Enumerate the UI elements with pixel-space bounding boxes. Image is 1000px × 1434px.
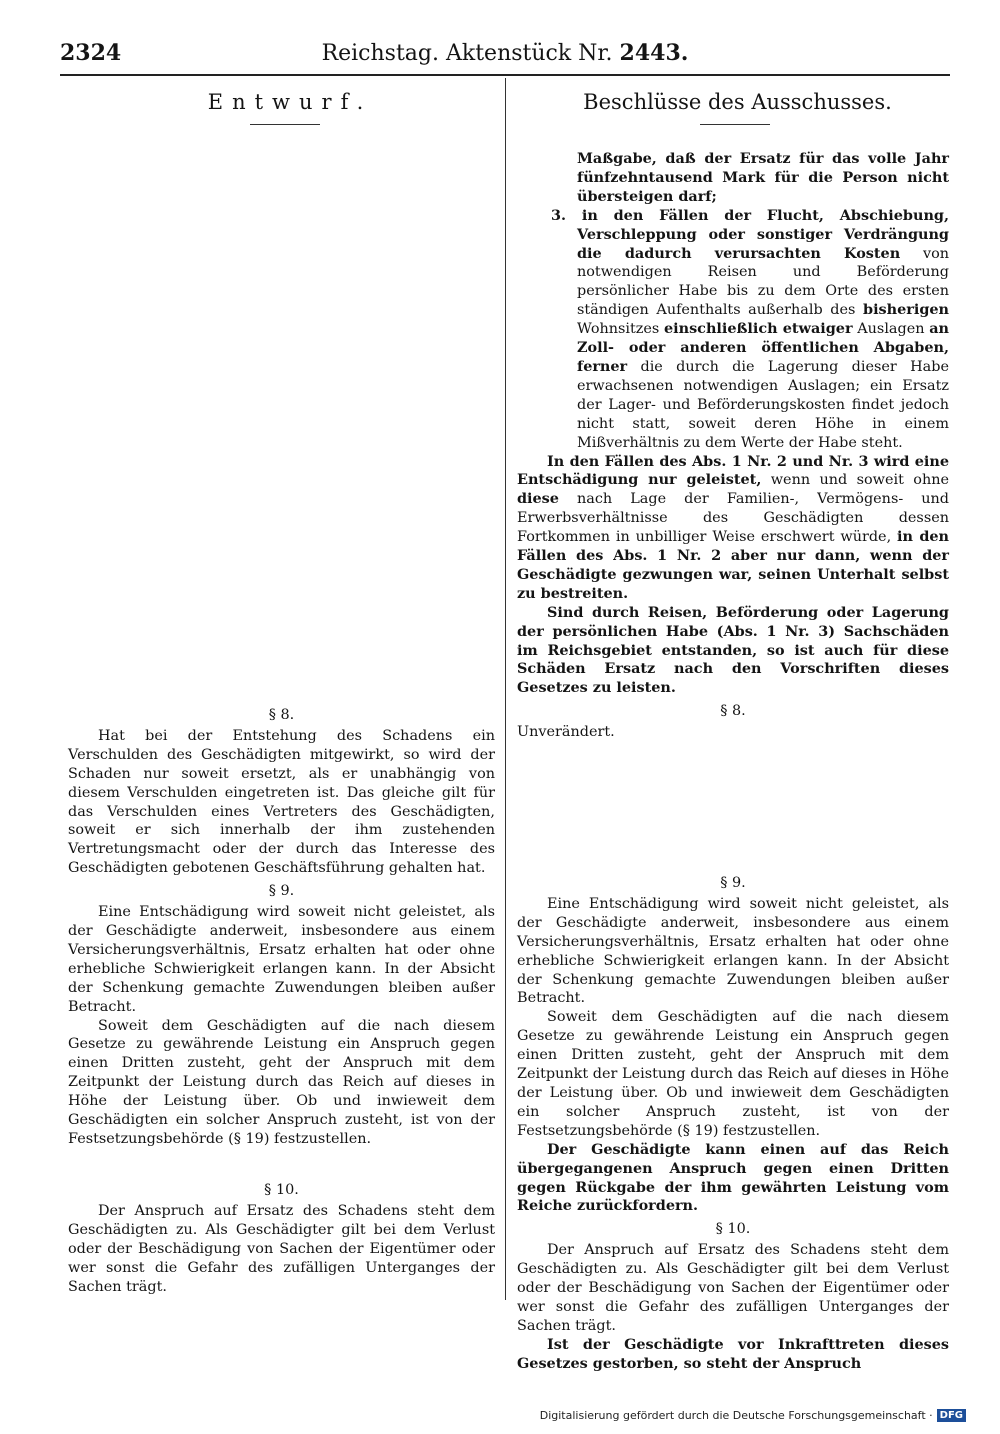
right-section-9-heading: § 9. [720,875,746,891]
item-3-text-1: von notwendigen Reisen und Beförderung persönlicher Habe bis zu dem Orte des ersten ständigen Aufenthalts außerhalb des [577,245,949,319]
left-section-10-para-1: Der Anspruch auf Ersatz des Schadens steht dem Geschädigten zu. Als Geschädigter gilt bei dem Verlust oder der Beschädigung von Sachen der Eigentümer oder wer sonst die Gefahr des zufälligen Unterganges der Sachen trägt. [68,1202,495,1295]
right-section-9-para-3: Der Geschädigte kann einen auf das Reich übergegangenen Anspruch gegen einen Dritten gegen Rückgabe der ihm gewährten Leistung vom Reiche zurückfordern. [517,1140,949,1215]
right-section-9-para-1: Eine Entschädigung wird soweit nicht geleistet, als der Geschädigte anderweit, insbesondere aus einem Versicherungsverhältnis, Ersatz erhalten hat oder ohne erhebliche Schwierigkeit erlangen kann. In der Absicht der Schenkung gemachte Zuwendungen bleiben außer Betracht. [517,895,949,1007]
left-section-10-heading: § 10. [264,1182,299,1198]
item-3-text-2: Wohnsitzes [577,321,664,338]
abs-2-text-2: nach Lage der Familien-, Vermögens- und Erwerbsverhältnisse des Geschädigten dessen Fortkommen in unbilliger Weise erschwert würde, [517,491,949,546]
item-3-text-4: die durch die Lagerung dieser Habe erwachsenen notwendigen Auslagen; ein Ersatz der Lager- und Beförderungskosten findet jedoch nicht statt, soweit deren Höhe in einem Mißverhältnis zu dem Werte der Habe steht. [577,358,949,451]
left-heading-rule [250,124,320,125]
left-section-8-text: Hat bei der Entstehung des Schadens ein Verschulden des Geschädigten mitgewirkt, so wird der Schaden nur soweit ersetzt, als er unabhängig von diesem Verschulden eingetreten ist. Das gleiche gilt für das Verschulden eines Vertreters des Geschädigten, soweit er sich innerhalb der ihm zustehenden Vertretungsmacht oder der durch das Interesse des Geschädigten gebotenen Geschäftsführung gehalten hat. [68,727,495,877]
right-section-10-para-2: Ist der Geschädigte vor Inkrafttreten dieses Gesetzes gestorben, so steht der Anspruch [517,1335,949,1372]
left-section-8-heading: § 8. [268,707,295,723]
left-column-section-10 [68,1177,495,1296]
document-number: 2443. [619,40,689,66]
column-divider [505,78,506,1300]
running-title-text: Reichstag. Aktenstück Nr. [321,41,620,66]
right-section-8-heading: § 8. [720,703,746,720]
item-3-bold-4: an Zoll- oder anderen öffentlichen Abgaben, ferner [577,320,950,375]
left-column-heading: Entwurf. [207,90,373,114]
header-rule [60,74,950,76]
page-number: 2324 [60,40,122,66]
abs-2-bold-2: diese [517,490,559,508]
right-section-10-heading: § 10. [715,1221,751,1238]
footer-text: Digitalisierung gefördert durch die Deutsche Forschungsgemeinschaft · [539,1409,933,1422]
item-3-bold-2: bisherigen [863,301,949,319]
right-section-9-para-2: Soweit dem Geschädigten auf die nach diesem Gesetze zu gewährende Leistung ein Anspruch gegen einen Dritten zusteht, geht der Anspruch mit dem Zeitpunkt der Leistung durch das Reich auf dieses in Höhe der Leistung über. Ob und inwieweit dem Geschädigten ein solcher Anspruch zusteht, ist von der Festsetzungsbehörde (§ 19) festzustellen. [517,1009,949,1139]
item-3-bold: 3. in den Fällen der Flucht, Abschiebung, Verschleppung oder sonstiger Verdrängung die dadurch verursachten Kosten [551,206,949,262]
paragraph-abs-3: Sind durch Reisen, Beförderung oder Lagerung der persönlichen Habe (Abs. 1 Nr. 3) Sachschäden im Reichsgebiet entstanden, so ist auch für diese Schäden Ersatz nach den Vorschriften dieses Gesetzes zu leisten. [517,603,949,697]
page-header [60,40,950,72]
right-column-top [517,150,949,742]
right-column-section-9 [517,870,949,1374]
abs-2-text-1: wenn und soweit ohne [761,472,949,489]
continued-clause: Maßgabe, daß der Ersatz für das volle Jahr fünfzehntausend Mark für die Person nicht übersteigen darf; [577,150,949,205]
left-column-section-8 [68,702,495,1149]
running-title [60,40,950,66]
item-3-bold-3: einschließlich etwaiger [664,320,853,338]
right-section-10-para-1: Der Anspruch auf Ersatz des Schadens steht dem Geschädigten zu. Als Geschädigter gilt bei dem Verlust oder der Beschädigung von Sachen der Eigentümer oder wer sonst die Gefahr des zufälligen Unterganges der Sachen trägt. [517,1242,949,1334]
item-3-text-3: Auslagen [852,321,930,338]
right-column-heading: Beschlüsse des Ausschusses. [583,90,892,114]
paragraph-abs-2 [517,453,949,604]
dfg-logo: DFG [937,1409,966,1422]
left-section-9-para-2: Soweit dem Geschädigten auf die nach diesem Gesetze zu gewährende Leistung ein Anspruch gegen einen Dritten zusteht, geht der Anspruch mit dem Zeitpunkt der Leistung durch das Reich auf dieses in Höhe der Leistung über. Ob und inwieweit dem Geschädigten ein solcher Anspruch zusteht, ist von der Festsetzungsbehörde (§ 19) festzustellen. [68,1017,495,1147]
item-3 [517,207,949,453]
abs-2-bold-1: In den Fällen des Abs. 1 Nr. 2 und Nr. 3 wird eine Entschädigung nur geleistet, [517,452,949,489]
left-section-9-para-1: Eine Entschädigung wird soweit nicht geleistet, als der Geschädigte anderweit, insbesondere aus einem Versicherungsverhältnis, Ersatz erhalten hat oder ohne erhebliche Schwierigkeit erlangen kann. In der Absicht der Schenkung gemachte Zuwendungen bleiben außer Betracht. [68,904,495,1015]
right-section-8-text: Unverändert. [517,724,615,741]
left-section-9-heading: § 9. [268,883,295,900]
abs-2-bold-3: in den Fällen des Abs. 1 Nr. 2 aber nur dann, wenn der Geschädigte gezwungen war, seinen Unterhalt selbst zu bestreiten. [517,528,949,602]
right-heading-rule [700,124,770,125]
digitization-footer [540,1409,966,1422]
